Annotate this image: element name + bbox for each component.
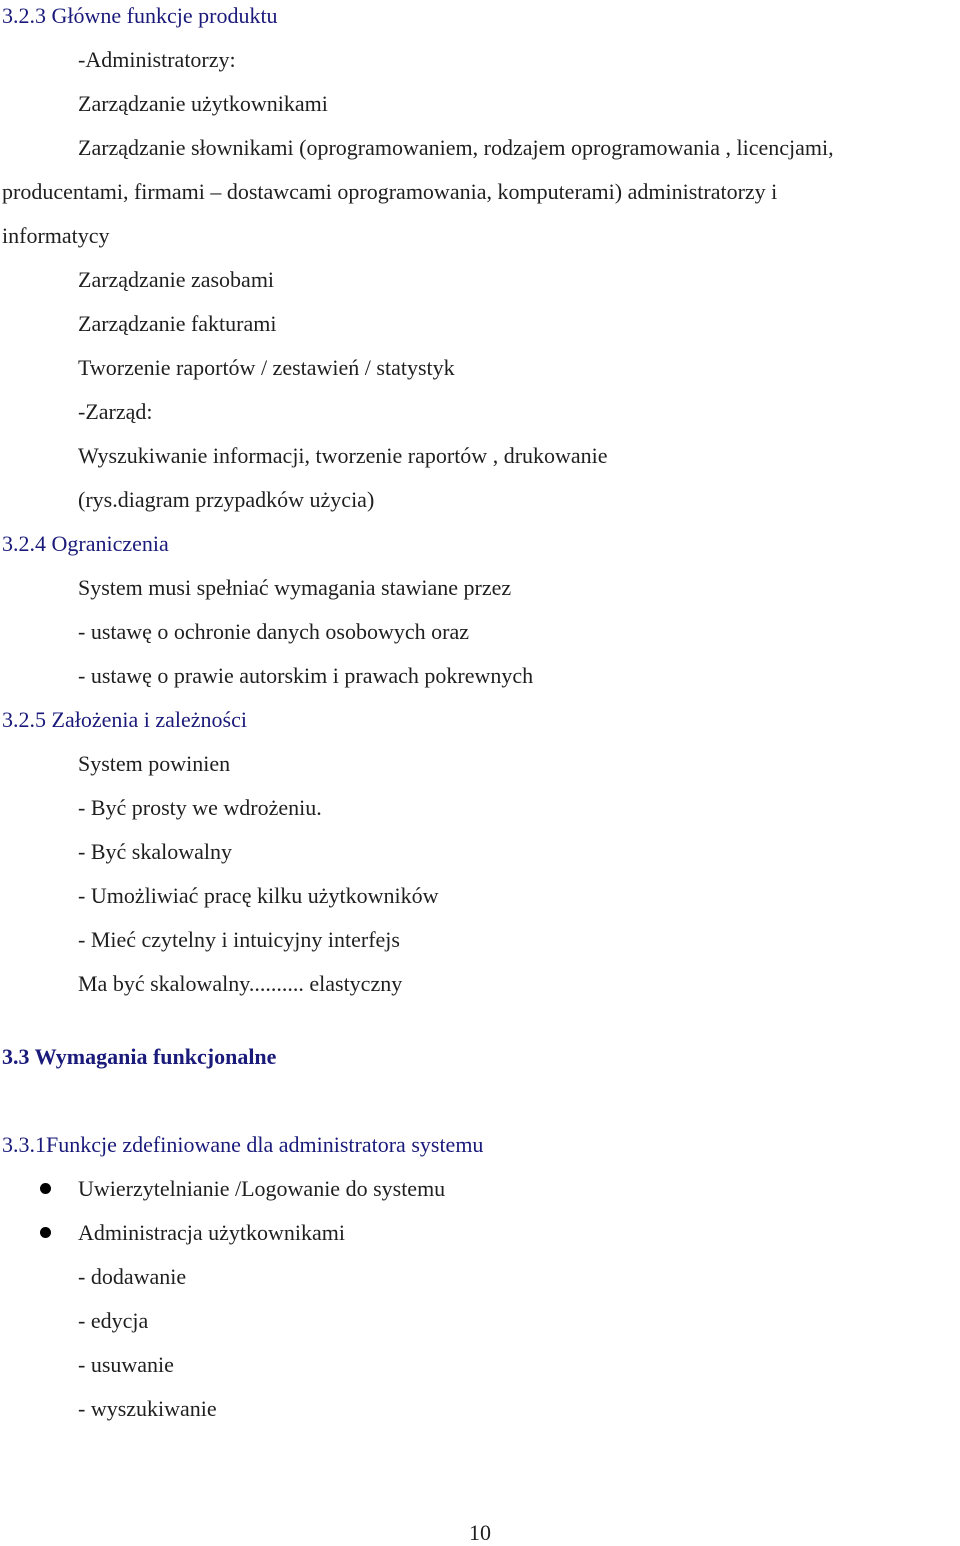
text-line: (rys.diagram przypadków użycia) <box>78 487 375 512</box>
text-line: producentami, firmami – dostawcami oprogramowania, komputerami) administratorzy i <box>2 179 778 204</box>
text-line: Zarządzanie fakturami <box>78 311 277 336</box>
text-line: - Być prosty we wdrożeniu. <box>78 795 322 820</box>
section-heading-3-2-5: 3.2.5 Założenia i zależności <box>2 707 247 732</box>
section-heading-3-2-3: 3.2.3 Główne funkcje produktu <box>2 3 278 28</box>
text-line: Zarządzanie użytkownikami <box>78 91 328 116</box>
text-line: System powinien <box>78 751 231 776</box>
text-line: - edycja <box>78 1308 149 1333</box>
text-line: - Umożliwiać pracę kilku użytkowników <box>78 883 439 908</box>
bullet-item: Administracja użytkownikami <box>78 1220 345 1245</box>
text-line: Ma być skalowalny.......... elastyczny <box>78 971 403 996</box>
text-line: - wyszukiwanie <box>78 1396 217 1421</box>
bullet-icon <box>40 1183 51 1194</box>
text-line: - usuwanie <box>78 1352 174 1377</box>
bullet-icon <box>40 1227 51 1238</box>
page-number: 10 <box>469 1520 491 1545</box>
text-line: - ustawę o ochronie danych osobowych oraz <box>78 619 469 644</box>
text-line: System musi spełniać wymagania stawiane przez <box>78 575 512 600</box>
text-line: Wyszukiwanie informacji, tworzenie raportów , drukowanie <box>78 443 608 468</box>
board-label: -Zarząd: <box>78 399 153 424</box>
text-line: - ustawę o prawie autorskim i prawach pokrewnych <box>78 663 534 688</box>
bullet-item: Uwierzytelnianie /Logowanie do systemu <box>78 1176 446 1201</box>
text-line: Zarządzanie zasobami <box>78 267 275 292</box>
text-line: - dodawanie <box>78 1264 187 1289</box>
admins-label: -Administratorzy: <box>78 47 236 72</box>
section-heading-3-2-4: 3.2.4 Ograniczenia <box>2 531 169 556</box>
section-heading-3-3-1: 3.3.1Funkcje zdefiniowane dla administratora systemu <box>2 1132 484 1157</box>
text-line: Tworzenie raportów / zestawień / statystyk <box>78 355 455 380</box>
text-line: Zarządzanie słownikami (oprogramowaniem, rodzajem oprogramowania , licencjami, <box>78 135 834 160</box>
section-heading-3-3: 3.3 Wymagania funkcjonalne <box>2 1044 277 1069</box>
text-line: - Być skalowalny <box>78 839 232 864</box>
text-line: - Mieć czytelny i intuicyjny interfejs <box>78 927 400 952</box>
text-line: informatycy <box>2 223 110 248</box>
